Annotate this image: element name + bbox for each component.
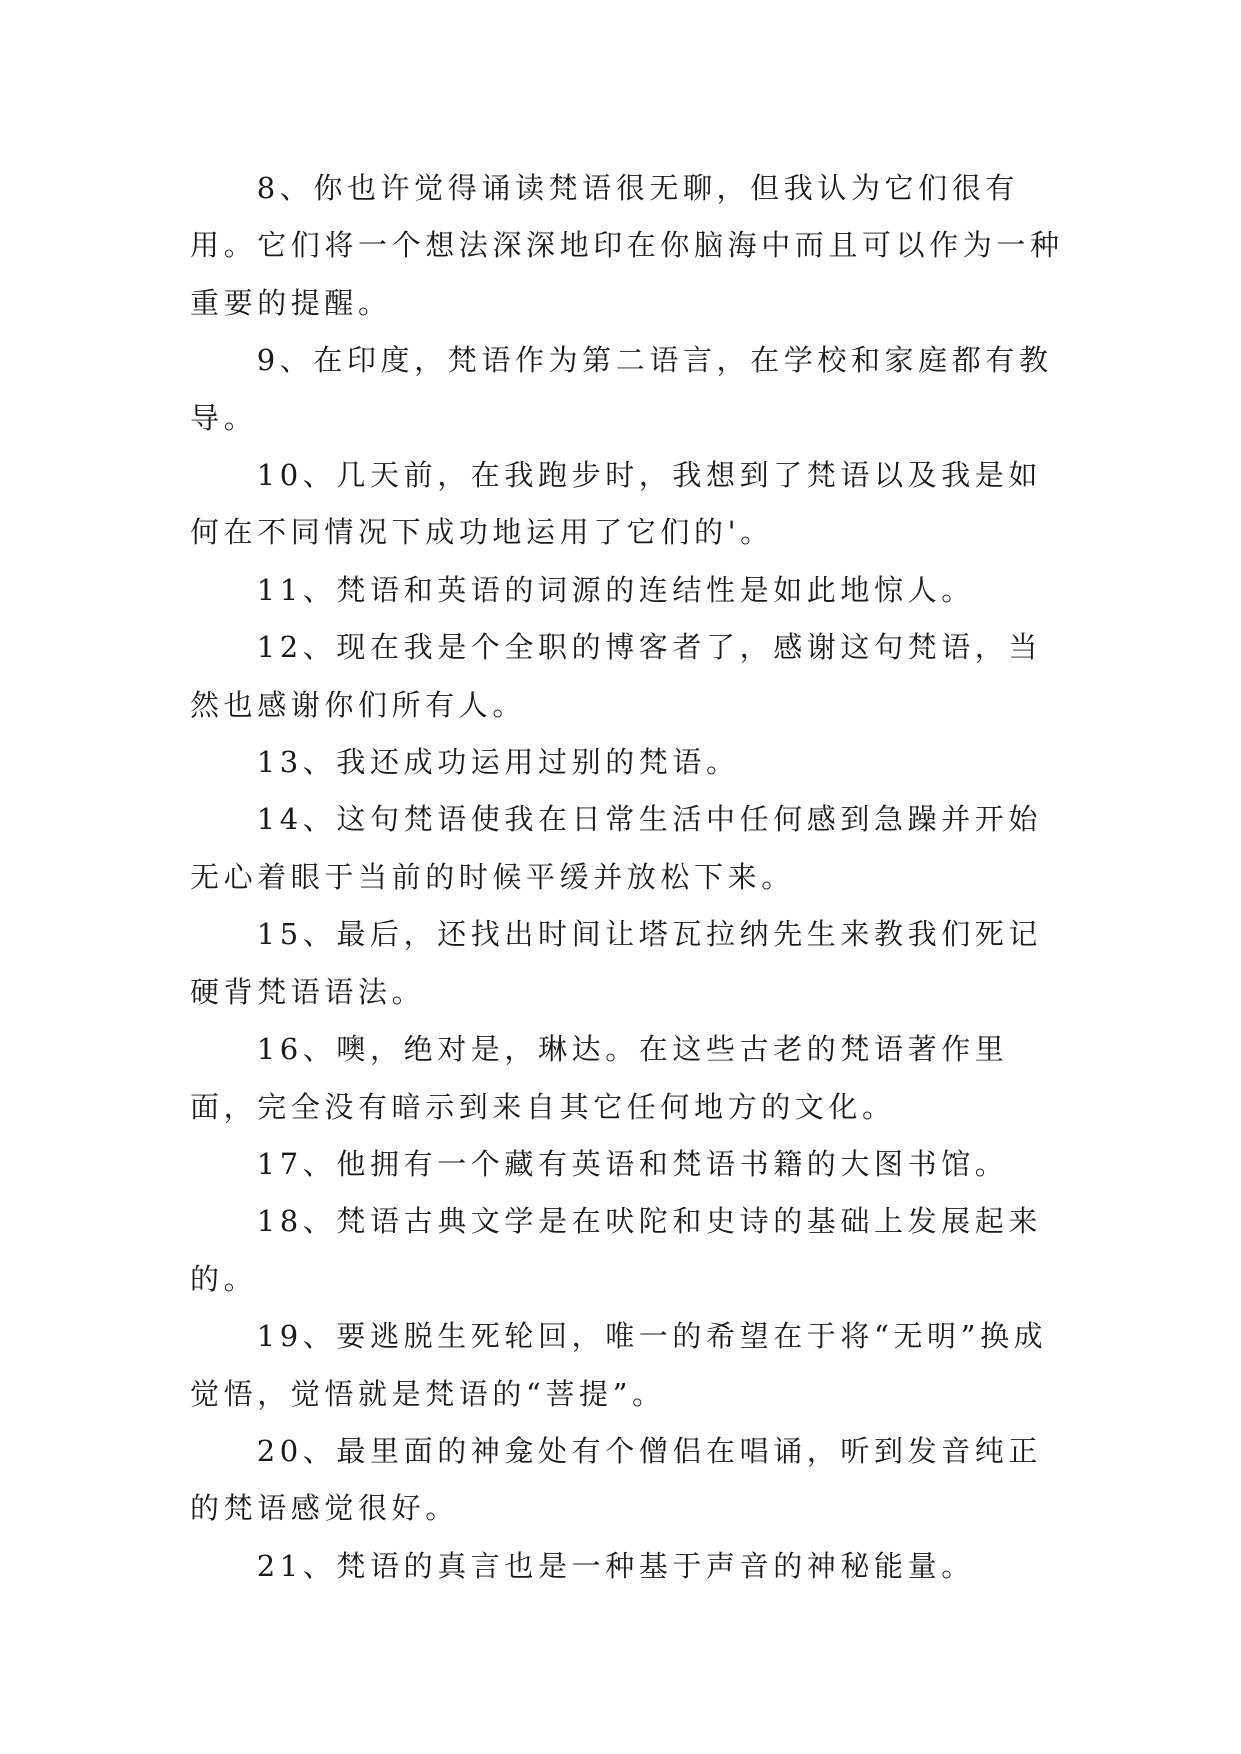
paragraph: 21、梵语的真言也是一种基于声音的神秘能量。 xyxy=(256,1548,975,1583)
paragraph: 17、他拥有一个藏有英语和梵语书籍的大图书馆。 xyxy=(256,1146,1009,1181)
paragraph: 18、梵语古典文学是在吠陀和史诗的基础上发展起来的。 xyxy=(190,1204,1042,1296)
paragraph: 9、在印度，梵语作为第二语言，在学校和家庭都有教导。 xyxy=(190,343,1053,435)
document-body xyxy=(190,160,1070,1595)
paragraph: 11、梵语和英语的词源的连结性是如此地惊人。 xyxy=(256,572,975,607)
paragraph: 10、几天前，在我跑步时，我想到了梵语以及我是如何在不同情况下成功地运用了它们的'。 xyxy=(190,458,1042,550)
paragraph: 16、噢，绝对是，琳达。在这些古老的梵语著作里面，完全没有暗示到来自其它任何地方的文化。 xyxy=(190,1032,1009,1124)
paragraph: 13、我还成功运用过别的梵语。 xyxy=(256,745,740,780)
paragraph: 20、最里面的神龛处有个僧侣在唱诵，听到发音纯正的梵语感觉很好。 xyxy=(190,1433,1042,1526)
paragraph: 8、你也许觉得诵读梵语很无聊，但我认为它们很有用。它们将一个想法深深地印在你脑海中而且可以作为一种重要的提醒。 xyxy=(190,171,1064,320)
paragraph: 15、最后，还找出时间让塔瓦拉纳先生来教我们死记硬背梵语语法。 xyxy=(190,917,1042,1009)
paragraph: 12、现在我是个全职的博客者了，感谢这句梵语，当然也感谢你们所有人。 xyxy=(190,630,1042,722)
paragraph: 14、这句梵语使我在日常生活中任何感到急躁并开始无心着眼于当前的时候平缓并放松下来。 xyxy=(190,802,1042,894)
paragraph: 19、要逃脱生死轮回，唯一的希望在于将“无明”换成觉悟，觉悟就是梵语的“菩提”。 xyxy=(190,1319,1048,1411)
